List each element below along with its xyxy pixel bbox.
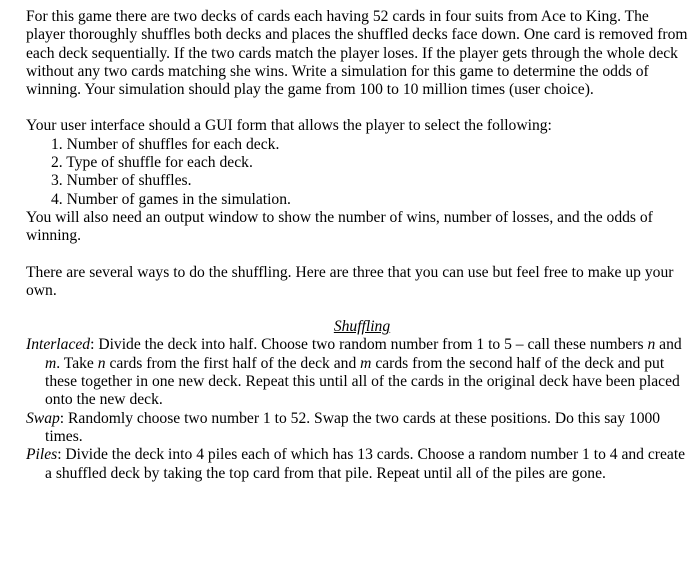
list-item: 4. Number of games in the simulation. <box>51 190 291 208</box>
shuffling-intro: There are several ways to do the shuffling. Here are three that you can use but feel free to make up your own. <box>26 263 674 299</box>
variable-n: n <box>647 336 656 354</box>
ui-requirements-list <box>26 136 688 209</box>
variable-m: m <box>360 354 372 372</box>
interlaced-text: cards from the first half of the deck and <box>105 354 361 372</box>
interlaced-term: Interlaced <box>26 336 91 354</box>
list-item: 2. Type of shuffle for each deck. <box>51 154 253 172</box>
interlaced-definition <box>26 336 688 409</box>
list-item: 3. Number of shuffles. <box>51 172 192 190</box>
interlaced-text: and <box>655 336 682 354</box>
swap-text: : Randomly choose two number 1 to 52. Swap the two cards at these positions. Do this say 1000 times. <box>45 409 661 445</box>
spacer <box>26 99 688 117</box>
intro-paragraph: For this game there are two decks of cards each having 52 cards in four suits from Ace to King. The player thoroughly shuffles both decks and places the shuffled decks face down. One card is removed from each deck sequentially. If the two cards match the player loses. If the player gets through the whole deck without any two cards matching she wins. Write a simulation for this game to determine the odds of winning. Your simulation should play the game from 100 to 10 million times (user choice). <box>26 8 688 99</box>
interlaced-text: : Divide the deck into half. Choose two random number from 1 to 5 – call these numbers <box>90 336 648 354</box>
shuffling-heading-text: Shuffling <box>333 318 391 336</box>
spacer <box>26 246 688 264</box>
spacer <box>26 300 688 318</box>
shuffling-heading <box>26 318 688 336</box>
piles-term: Piles <box>26 446 58 464</box>
list-item: 1. Number of shuffles for each deck. <box>51 135 280 153</box>
output-window-paragraph: You will also need an output window to show the number of wins, number of losses, and the odds of winning. <box>26 208 653 245</box>
ui-intro: Your user interface should a GUI form that allows the player to select the following: <box>26 117 552 135</box>
variable-m: m <box>45 354 57 372</box>
piles-text: : Divide the deck into 4 piles each of which has 13 cards. Choose a random number 1 to 4 and create a shuffled deck by taking the top card from that pile. Repeat until all of the piles are gone. <box>45 446 686 482</box>
swap-term: Swap <box>26 409 60 427</box>
swap-definition <box>26 410 688 447</box>
interlaced-text: cards from the second half of the deck and put these together in one new deck. Repeat this until all of the cards in the original deck have been placed onto the new deck. <box>45 354 680 409</box>
variable-n: n <box>97 354 106 372</box>
interlaced-text: . Take <box>56 354 98 372</box>
piles-definition <box>26 446 688 483</box>
